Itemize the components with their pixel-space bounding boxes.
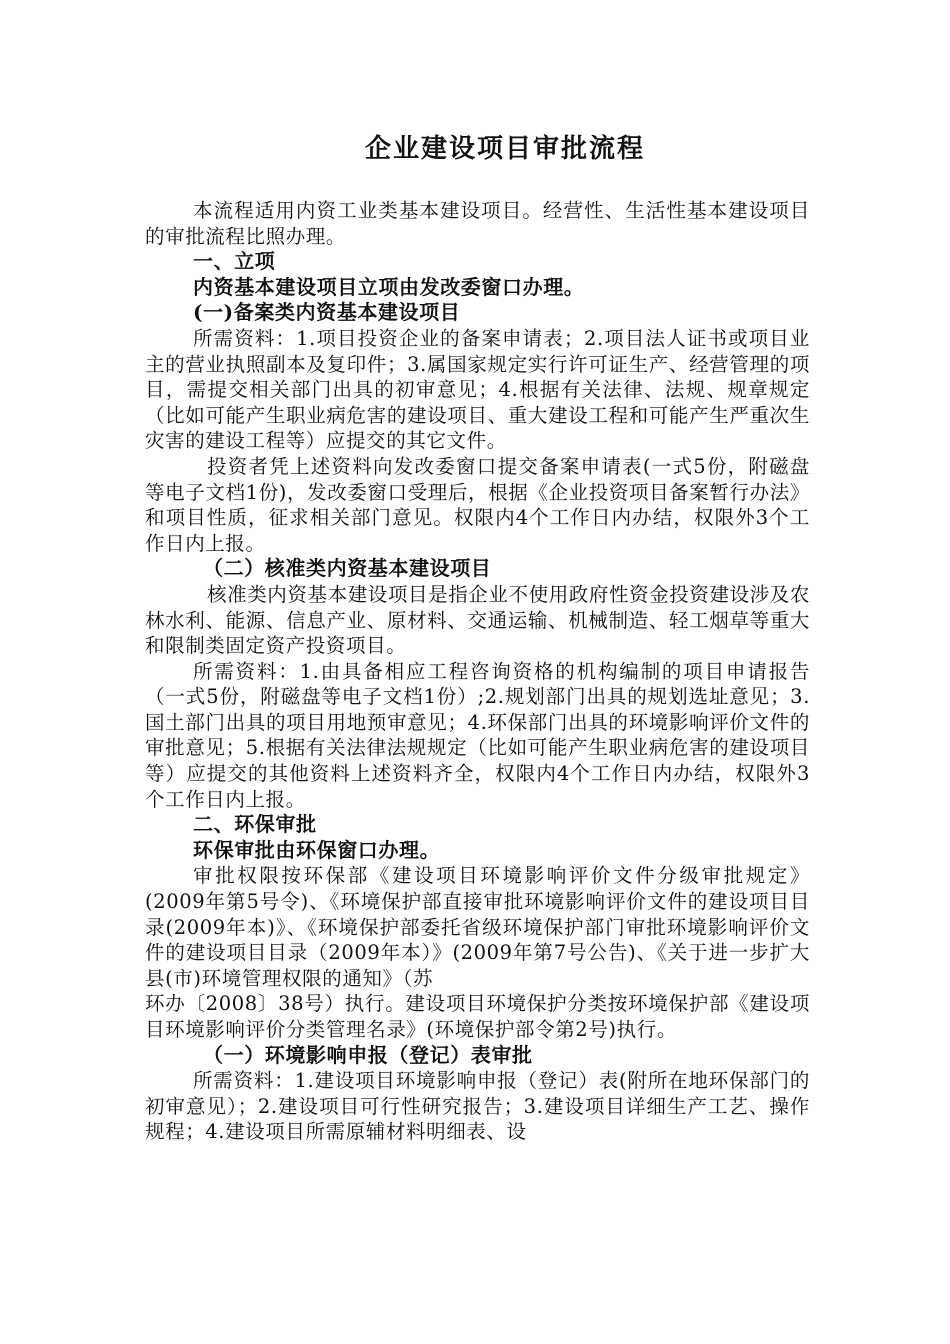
subsection-heading-filing-projects: (一)备案类内资基本建设项目 <box>193 300 461 325</box>
paragraph-approval-definition: 核准类内资基本建设项目是指企业不使用政府性资金投资建设涉及农林水利、能源、信息产业、原材料、交通运输、机械制造、轻工烟草等重大和限制类固定资产投资项目。 <box>145 582 811 658</box>
document-body <box>145 198 810 1145</box>
intro-paragraph: 本流程适用内资工业类基本建设项目。经营性、生活性基本建设项目的审批流程比照办理。 <box>145 199 810 248</box>
paragraph-approval-materials: 所需资料：1.由具备相应工程咨询资格的机构编制的项目申请报告（一式5份，附磁盘等电子文档1份）;2.规划部门出具的规划选址意见；3.国土部门出具的项目用地预审意见；4.环保部门出具的环境影响评价文件的审批意见；5.根据有关法律法规规定（比如可能产生职业病危害的建设项目等）应提交的其他资料上述资料齐全，权限内4个工作日内办结，权限外3个工作日内上报。 <box>145 659 810 811</box>
paragraph-filing-materials: 所需资料：1.项目投资企业的备案申请表；2.项目法人证书或项目业主的营业执照副本及复印件；3.属国家规定实行许可证生产、经营管理的项目，需提交相关部门出具的初审意见；4.根据有关法律、法规、规章规定（比如可能产生职业病危害的建设项目、重大建设工程和可能产生严重次生灾害的建设工程等）应提交的其它文件。 <box>145 326 810 453</box>
section-heading-environmental-approval: 二、环保审批 <box>193 812 317 837</box>
document-title: 企业建设项目审批流程 <box>364 134 645 164</box>
subsection-heading-approval-projects: （二）核准类内资基本建设项目 <box>203 556 492 581</box>
section-lead-environmental-approval: 环保审批由环保窗口办理。 <box>193 837 441 862</box>
paragraph-environmental-authority-continued: 环办〔2008〕38号）执行。建设项目环境保护分类按环境保护部《建设项目环境影响评价分类管理名录》(环境保护部令第2号)执行。 <box>145 992 810 1041</box>
subsection-heading-environmental-registration: （一）环境影响申报（登记）表审批 <box>203 1042 533 1067</box>
paragraph-environmental-materials: 所需资料：1.建设项目环境影响申报（登记）表(附所在地环保部门的初审意见）；2.建设项目可行性研究报告；3.建设项目详细生产工艺、操作规程；4.建设项目所需原辅材料明细表、设 <box>145 1069 810 1144</box>
section-lead-project-approval: 内资基本建设项目立项由发改委窗口办理。 <box>193 274 585 299</box>
paragraph-filing-process: 投资者凭上述资料向发改委窗口提交备案申请表(一式5份，附磁盘等电子文档1份)，发改委窗口受理后，根据《企业投资项目备案暂行办法》和项目性质，征求相关部门意见。权限内4个工作日内办结，权限外3个工作日内上报。 <box>145 454 810 555</box>
section-heading-project-approval: 一、立项 <box>193 249 276 274</box>
paragraph-environmental-authority: 审批权限按环保部《建设项目环境影响评价文件分级审批规定》(2009年第5号令)、《环境保护部直接审批环境影响评价文件的建设项目目录(2009年本)》、《环境保护部委托省级环境保护部门审批环境影响评价文件的建设项目目录（2009年本）》(2009年第7号公告)、《关于进一步扩大县(市)环境管理权限的通知》（苏 <box>145 864 810 990</box>
